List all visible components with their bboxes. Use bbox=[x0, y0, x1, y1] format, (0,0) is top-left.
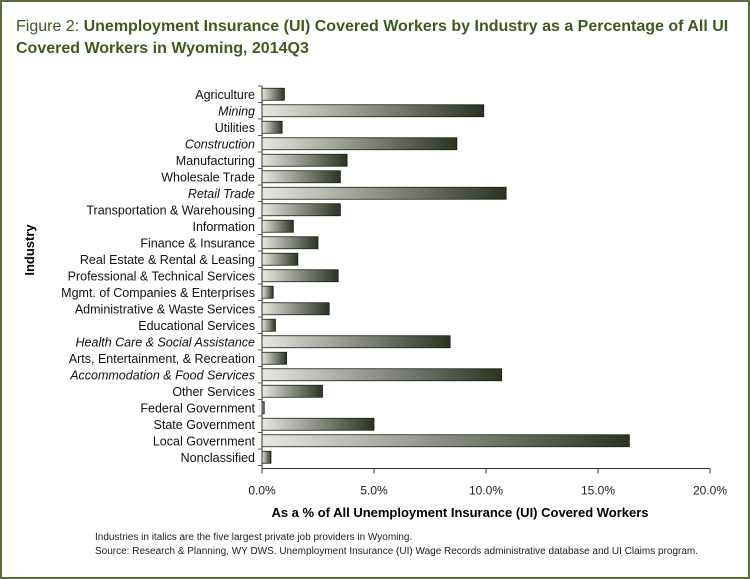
chart-notes bbox=[95, 531, 698, 559]
category-label-6: Retail Trade bbox=[187, 186, 255, 201]
bar-22 bbox=[262, 451, 271, 463]
x-tick-label-4: 20.0% bbox=[692, 483, 728, 498]
bar-10 bbox=[262, 253, 298, 265]
bar-8 bbox=[262, 220, 293, 232]
category-label-4: Manufacturing bbox=[175, 153, 255, 168]
category-label-1: Mining bbox=[218, 104, 255, 119]
bar-chart bbox=[0, 80, 750, 530]
bar-13 bbox=[262, 303, 329, 315]
note-source: Source: Research & Planning, WY DWS. Unemployment Insurance (UI) Wage Records administrative database and UI Claims program. bbox=[95, 546, 699, 557]
category-label-19: Federal Government bbox=[140, 401, 255, 416]
bar-16 bbox=[262, 352, 287, 364]
category-label-12: Mgmt. of Companies & Enterprises bbox=[61, 285, 255, 300]
category-label-18: Other Services bbox=[172, 384, 255, 399]
category-label-13: Administrative & Waste Services bbox=[74, 302, 255, 317]
category-label-5: Wholesale Trade bbox=[161, 170, 255, 185]
category-label-17: Accommodation & Food Services bbox=[70, 368, 255, 383]
bar-20 bbox=[262, 418, 374, 430]
bar-21 bbox=[262, 435, 629, 447]
category-label-9: Finance & Insurance bbox=[140, 236, 255, 251]
category-label-10: Real Estate & Rental & Leasing bbox=[79, 252, 255, 267]
bar-18 bbox=[262, 385, 322, 397]
category-label-8: Information bbox=[192, 219, 255, 234]
bar-6 bbox=[262, 187, 506, 199]
category-label-0: Agriculture bbox=[195, 87, 255, 102]
bar-7 bbox=[262, 204, 340, 216]
category-label-16: Arts, Entertainment, & Recreation bbox=[68, 351, 255, 366]
bar-12 bbox=[262, 286, 273, 298]
category-label-21: Local Government bbox=[152, 434, 255, 449]
note-italics: Industries in italics are the five largest private job providers in Wyoming. bbox=[95, 532, 413, 543]
bar-4 bbox=[262, 154, 347, 166]
bar-2 bbox=[262, 121, 282, 133]
title-prefix: Figure 2: bbox=[16, 18, 80, 35]
category-label-22: Nonclassified bbox=[180, 450, 255, 465]
bar-9 bbox=[262, 237, 318, 249]
category-label-2: Utilities bbox=[214, 120, 255, 135]
category-label-11: Professional & Technical Services bbox=[67, 269, 255, 284]
chart-title bbox=[16, 16, 736, 60]
title-text: Unemployment Insurance (UI) Covered Workers by Industry as a Percentage of All UI Covered Workers in Wyoming, 2014Q3 bbox=[16, 18, 729, 57]
bar-11 bbox=[262, 270, 338, 282]
y-axis-label: Industry bbox=[22, 224, 37, 276]
bar-0 bbox=[262, 88, 284, 100]
category-label-3: Construction bbox=[184, 137, 255, 152]
x-tick-label-2: 10.0% bbox=[468, 483, 504, 498]
category-label-20: State Government bbox=[153, 417, 255, 432]
bar-17 bbox=[262, 369, 502, 381]
bar-1 bbox=[262, 105, 484, 117]
x-tick-label-3: 15.0% bbox=[580, 483, 616, 498]
x-axis-label: As a % of All Unemployment Insurance (UI) Covered Workers bbox=[271, 505, 649, 520]
category-label-7: Transportation & Warehousing bbox=[86, 203, 255, 218]
x-tick-label-1: 5.0% bbox=[360, 483, 388, 498]
bar-3 bbox=[262, 138, 457, 150]
category-label-14: Educational Services bbox=[138, 318, 255, 333]
bar-15 bbox=[262, 336, 450, 348]
category-label-15: Health Care & Social Assistance bbox=[75, 335, 255, 350]
bar-5 bbox=[262, 171, 340, 183]
x-tick-label-0: 0.0% bbox=[248, 483, 276, 498]
bar-14 bbox=[262, 319, 275, 331]
